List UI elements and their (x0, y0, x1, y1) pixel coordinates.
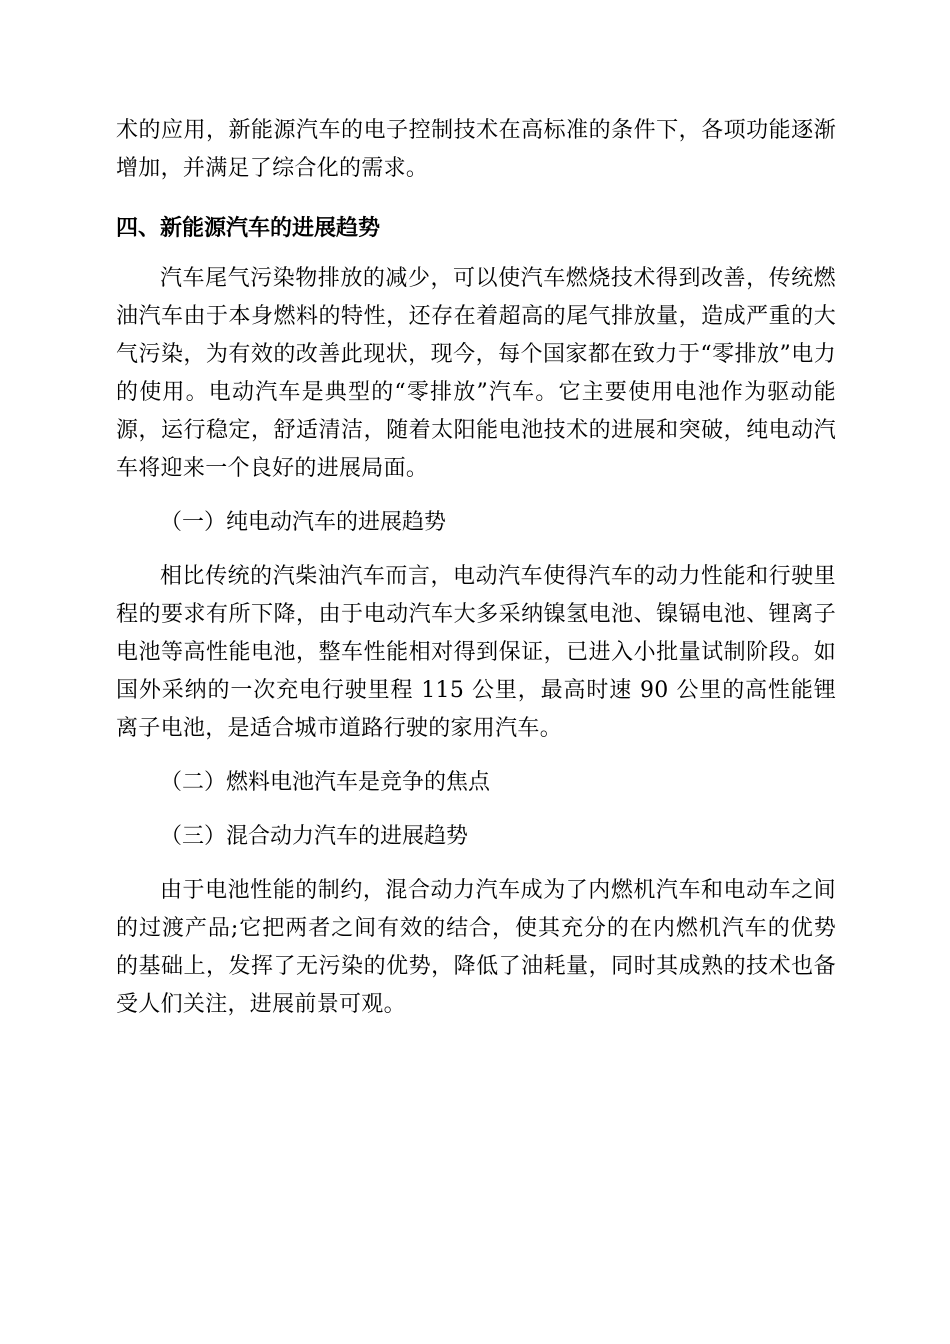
subheading-fuel-cell: （二）燃料电池汽车是竞争的焦点 (160, 770, 491, 795)
spacer (116, 748, 836, 764)
spacer (116, 856, 836, 872)
hybrid-paragraph: 由于电池性能的制约，混合动力汽车成为了内燃机汽车和电动车之间的过渡产品;它把两者之间有效的结合，使其充分的在内燃机汽车的优势的基础上，发挥了无污染的优势，降低了油耗量，同时其成熟的技术也备受人们关注，进展前景可观。 (116, 878, 836, 1017)
continued-paragraph: 术的应用，新能源汽车的电子控制技术在高标准的条件下，各项功能逐渐增加，并满足了综合化的需求。 (116, 118, 836, 181)
intro-paragraph: 汽车尾气污染物排放的减少，可以使汽车燃烧技术得到改善，传统燃油汽车由于本身燃料的特性，还存在着超高的尾气排放量，造成严重的大气污染，为有效的改善此现状，现今，每个国家都在致力于“零排放”电力的使用。电动汽车是典型的“零排放”汽车。它主要使用电池作为驱动能源，运行稳定，舒适清洁，随着太阳能电池技术的进展和突破，纯电动汽车将迎来一个良好的进展局面。 (116, 266, 836, 481)
document-body (116, 112, 836, 1024)
spacer (116, 542, 836, 558)
pure-electric-paragraph: 相比传统的汽柴油汽车而言，电动汽车使得汽车的动力性能和行驶里程的要求有所下降，由于电动汽车大多采纳镍氢电池、镍镉电池、锂离子电池等高性能电池，整车性能相对得到保证，已进入小批量试制阶段。如国外采纳的一次充电行驶里程 115 公里，最高时速 90 公里的高性能锂离子电池，是适合城市道路行驶的家用汽车。 (116, 564, 836, 741)
subheading-pure-electric: （一）纯电动汽车的进展趋势 (160, 510, 447, 535)
spacer (116, 488, 836, 504)
section-heading: 四、新能源汽车的进展趋势 (116, 216, 381, 241)
subheading-hybrid: （三）混合动力汽车的进展趋势 (160, 824, 469, 849)
spacer (116, 802, 836, 818)
